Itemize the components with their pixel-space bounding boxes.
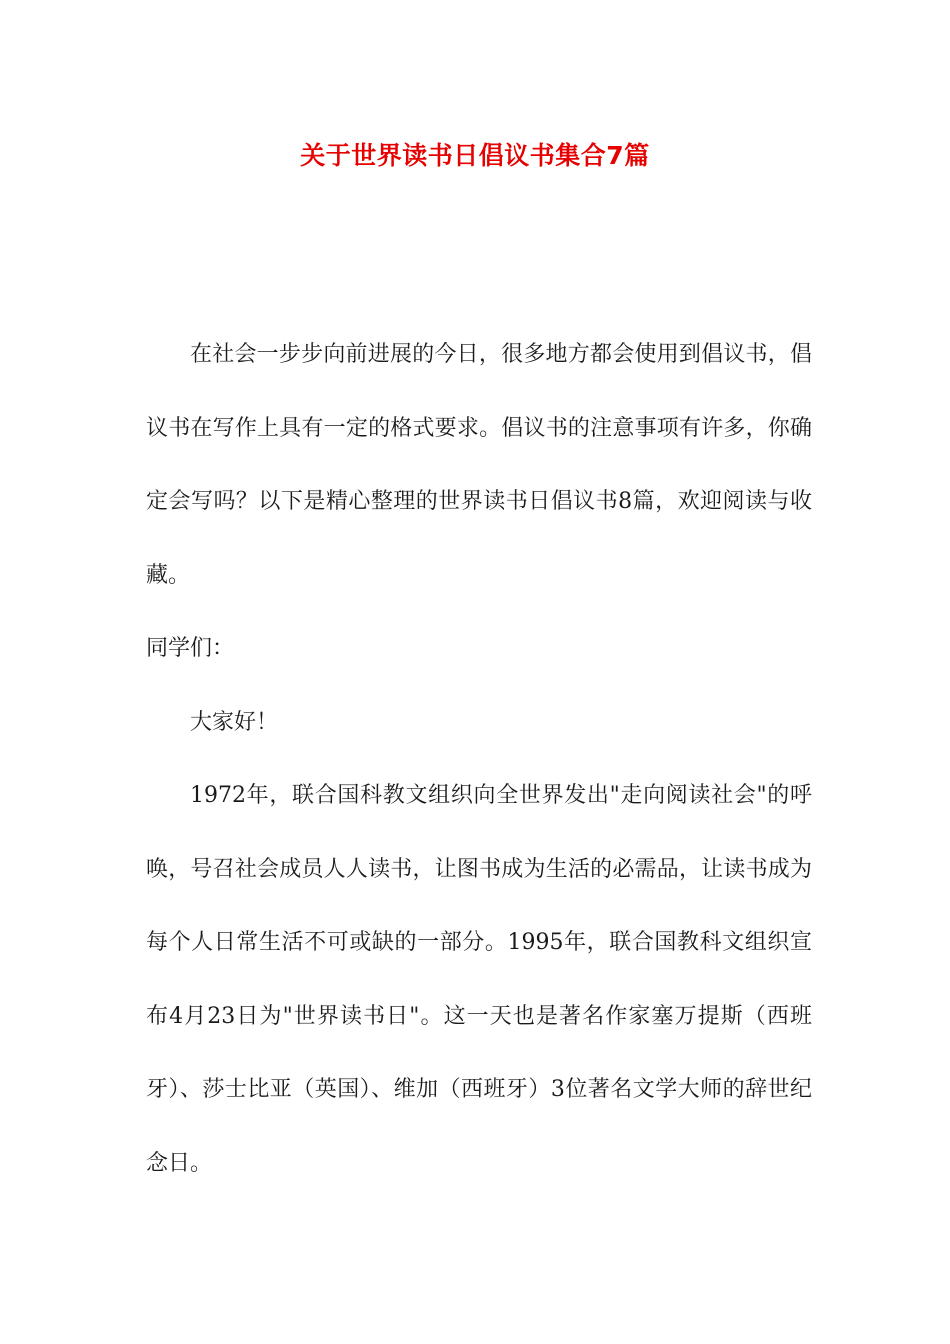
- intro-paragraph: 在社会一步步向前进展的今日，很多地方都会使用到倡议书，倡议书在写作上具有一定的格式要求。倡议书的注意事项有许多，你确定会写吗？以下是精心整理的世界读书日倡议书8篇，欢迎阅读与收藏。: [146, 342, 812, 588]
- history-paragraph: 1972年，联合国科教文组织向全世界发出"走向阅读社会"的呼唤，号召社会成员人人读书，让图书成为生活的必需品，让读书成为每个人日常生活不可或缺的一部分。1995年，联合国教科文组织宣布4月23日为"世界读书日"。这一天也是著名作家塞万提斯（西班牙）、莎士比亚（英国）、维加（西班牙）3位著名文学大师的辞世纪念日。: [146, 783, 812, 1176]
- document-body: [146, 318, 812, 1200]
- document-title: 关于世界读书日倡议书集合7篇: [300, 141, 650, 170]
- greeting: 大家好！: [190, 709, 279, 735]
- salutation: 同学们：: [146, 636, 235, 661]
